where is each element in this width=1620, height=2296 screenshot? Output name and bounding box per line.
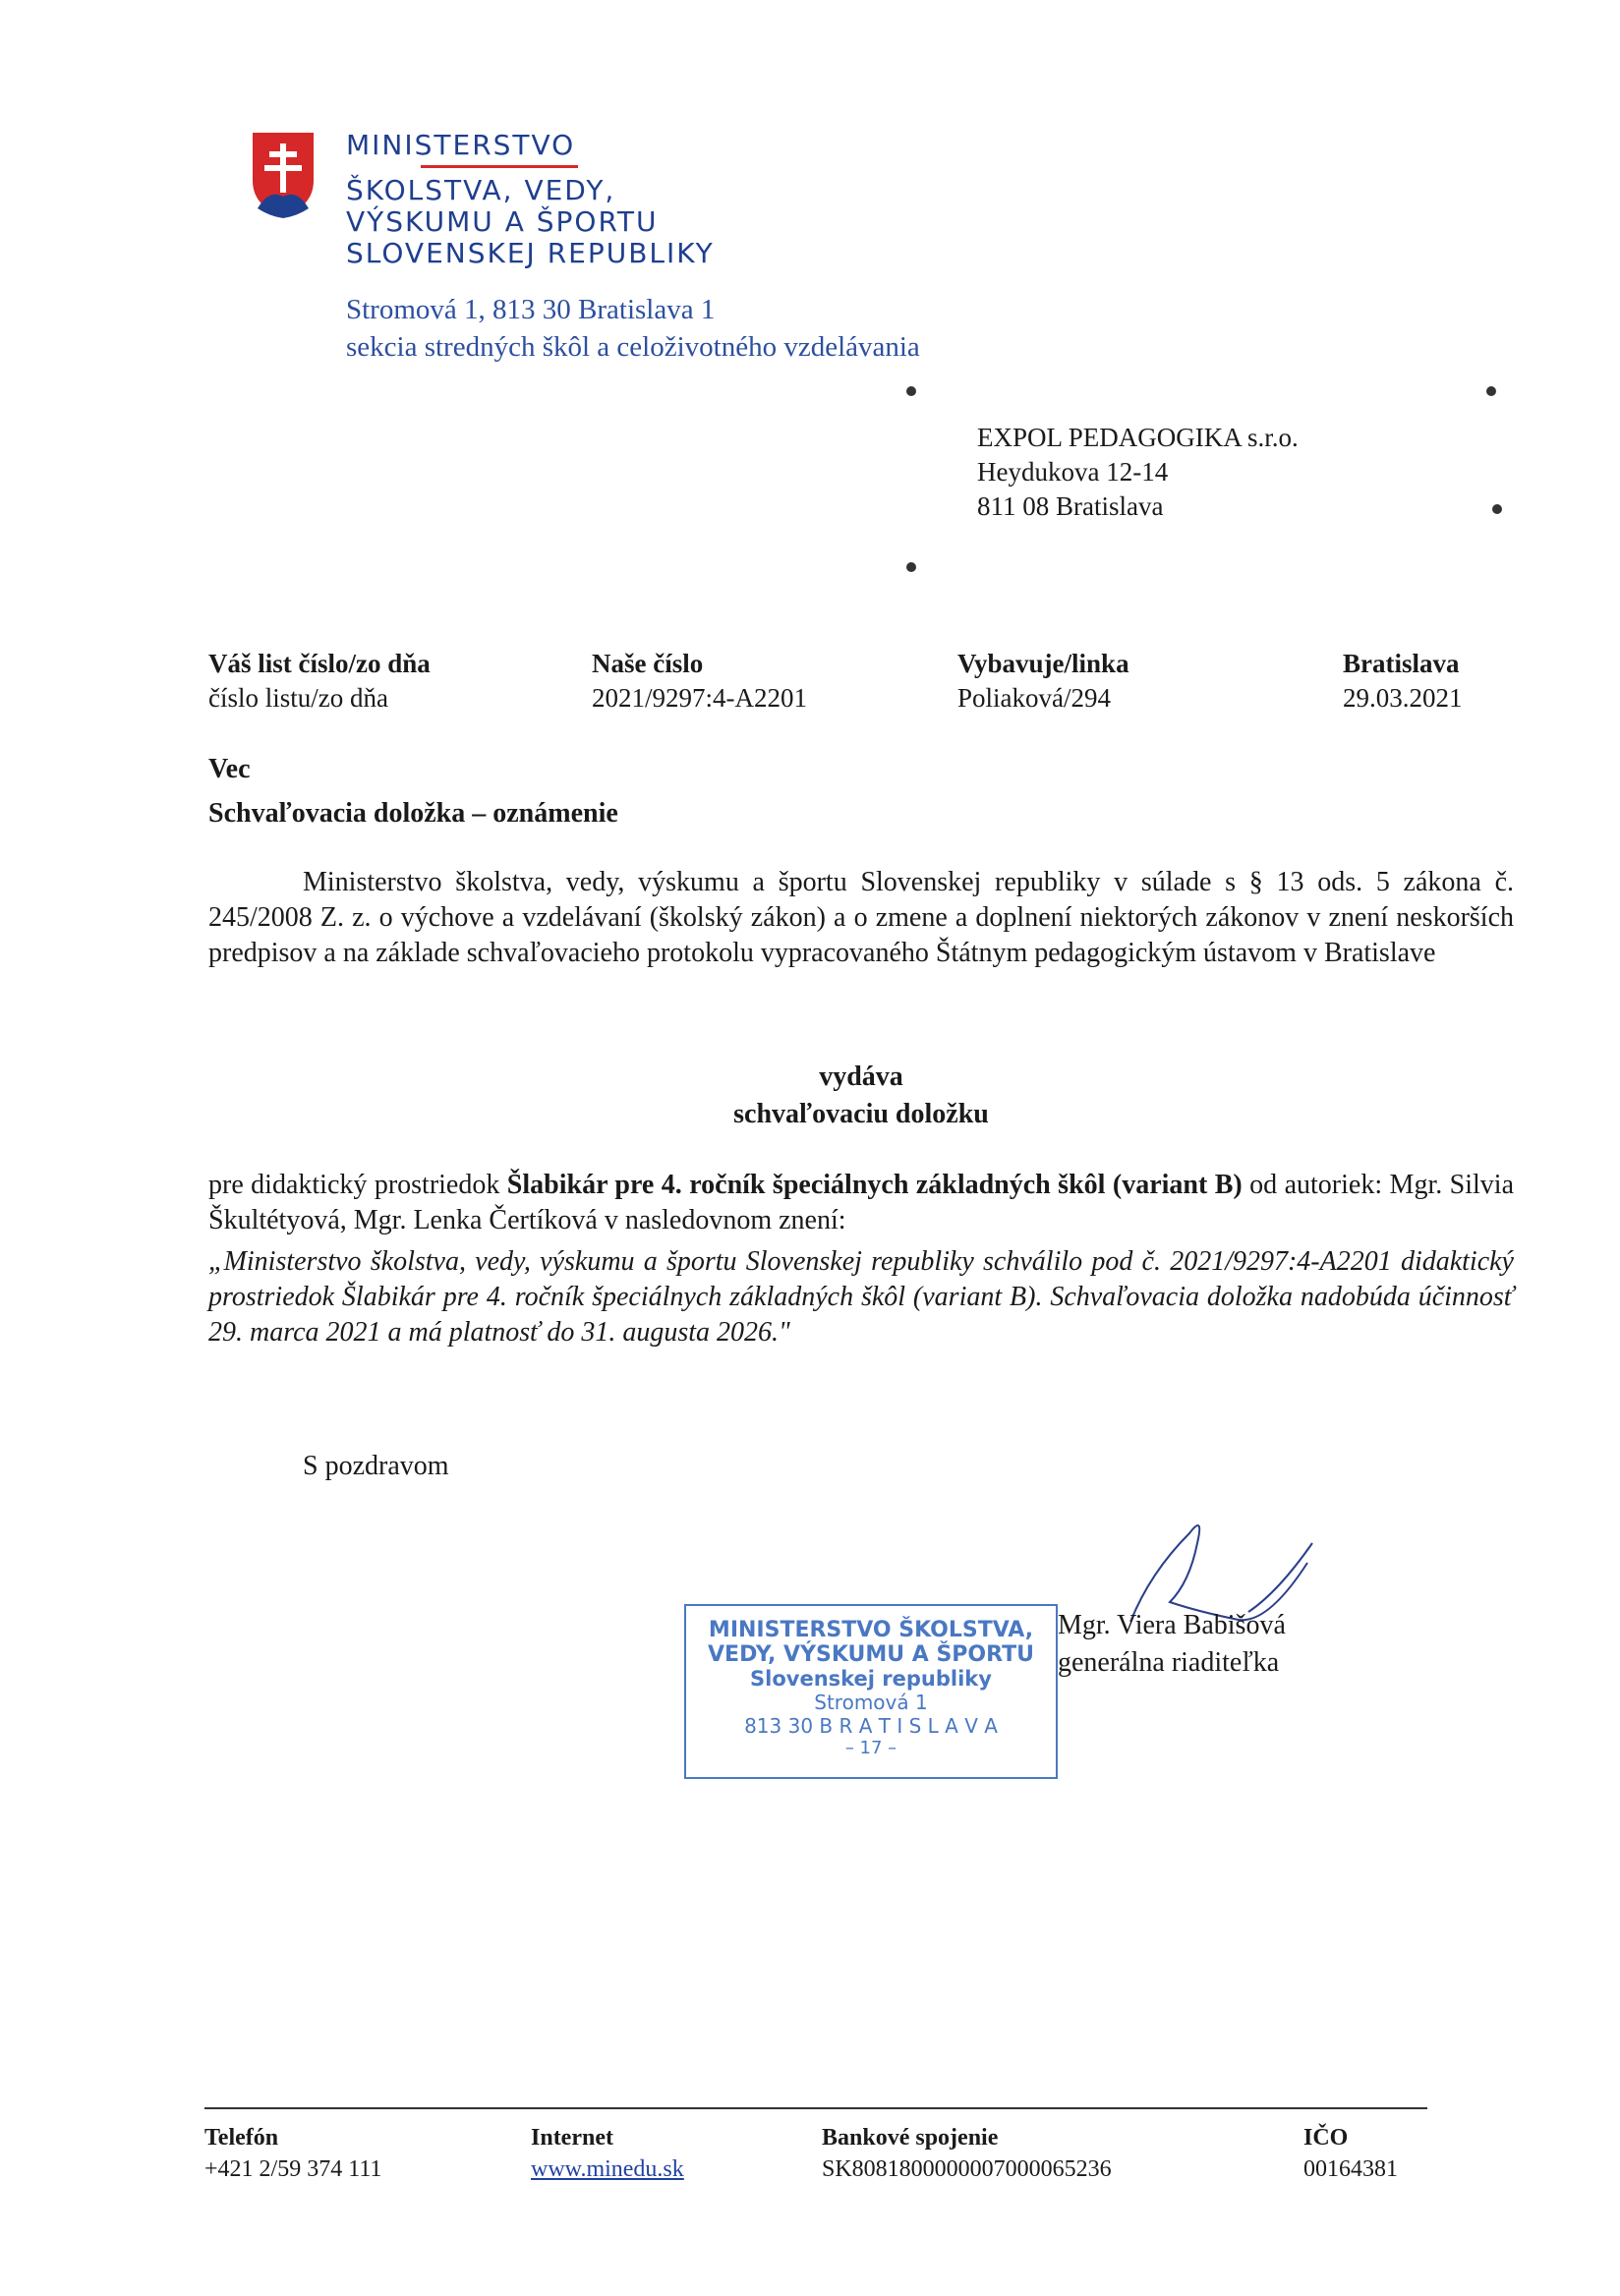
approval-prefix: pre didaktický prostriedok <box>208 1170 507 1200</box>
intro-paragraph: Ministerstvo školstva, vedy, výskumu a športu Slovenskej republiky v súlade s § 13 ods. 5 zákona č. 245/2008 Z. z. o výchove a vzdelávaní (školský zákon) a o zmene a doplnení niektorých zákonov v znení neskorších predpisov a na základe schvaľovacieho protokolu vypracovaného Štátnym pedagogickým ústavom v Bratislave <box>208 867 1514 968</box>
recipient-name: EXPOL PEDAGOGIKA s.r.o. <box>977 423 1299 452</box>
recipient-street: Heydukova 12-14 <box>977 457 1169 487</box>
approval-authors: od autoriek: Mgr. Silvia Škultétyová, Mgr. Lenka Čertíková v nasledovnom znení: <box>208 1170 1515 1235</box>
stamp-line2: VEDY, VÝSKUMU A ŠPORTU <box>708 1642 1034 1667</box>
footer-phone-value: +421 2/59 374 111 <box>204 2156 382 2182</box>
signatory-name: Mgr. Viera Babišová <box>1058 1610 1286 1640</box>
approval-paragraph <box>208 1168 1514 1238</box>
window-mark <box>1486 386 1496 396</box>
stamp-line3: Slovenskej republiky <box>750 1667 992 1691</box>
stamp-line1: MINISTERSTVO ŠKOLSTVA, <box>708 1618 1034 1642</box>
stamp-line6: – 17 – <box>844 1738 897 1758</box>
footer-ico-label: IČO <box>1303 2125 1349 2151</box>
greeting: S pozdravom <box>303 1451 449 1481</box>
window-mark <box>1492 504 1502 514</box>
your-letter-value: číslo listu/zo dňa <box>208 683 388 713</box>
our-number-value: 2021/9297:4-A2201 <box>592 683 807 713</box>
subject-title: Schvaľovacia doložka – oznámenie <box>208 798 618 829</box>
window-mark <box>906 386 916 396</box>
handler-value: Poliaková/294 <box>957 683 1111 713</box>
ministry-emblem <box>250 130 317 220</box>
place-label: Bratislava <box>1343 649 1460 678</box>
issues-verb: vydáva <box>819 1062 903 1092</box>
textbook-title: Šlabikár pre 4. ročník špeciálnych základných škôl (variant B) <box>506 1170 1243 1200</box>
footer-bank-value: SK8081800000007000065236 <box>822 2156 1112 2182</box>
issues-object: schvaľovaciu doložku <box>733 1099 989 1129</box>
approval-clause-quote: „Ministerstvo školstva, vedy, výskumu a športu Slovenskej republiky schválilo pod č. 2021/9297:4-A2201 didaktický prostriedok Šlabikár pre 4. ročník špeciálnych základných škôl (variant B). Schvaľovacia doložka nadobúda účinnosť 29. marca 2021 a má platnosť do 31. augusta 2026." <box>208 1246 1514 1348</box>
your-letter-label: Váš list číslo/zo dňa <box>208 649 431 678</box>
footer-website-link[interactable]: www.minedu.sk <box>531 2156 684 2182</box>
footer-ico-value: 00164381 <box>1303 2156 1398 2182</box>
official-stamp <box>684 1604 1058 1779</box>
ministry-name-line1: MINISTERSTVO <box>346 129 576 161</box>
recipient-city: 811 08 Bratislava <box>977 491 1164 521</box>
stamp-line5: 813 30 B R A T I S L A V A <box>744 1714 998 1738</box>
date-value: 29.03.2021 <box>1343 683 1463 713</box>
ministry-name-underline <box>421 165 578 168</box>
handler-label: Vybavuje/linka <box>957 649 1129 678</box>
ministry-address: Stromová 1, 813 30 Bratislava 1 <box>346 294 716 325</box>
our-number-label: Naše číslo <box>592 649 704 678</box>
footer-divider <box>204 2107 1427 2109</box>
footer-bank-label: Bankové spojenie <box>822 2125 999 2151</box>
signatory-role: generálna riaditeľka <box>1058 1647 1280 1678</box>
footer-phone-label: Telefón <box>204 2125 279 2151</box>
ministry-section: sekcia stredných škôl a celoživotného vzdelávania <box>346 331 920 363</box>
ministry-name-line2: ŠKOLSTVA, VEDY, <box>346 174 616 206</box>
footer-internet-label: Internet <box>531 2125 613 2151</box>
ministry-name-line4: SLOVENSKEJ REPUBLIKY <box>346 237 715 269</box>
ministry-name-line3: VÝSKUMU A ŠPORTU <box>346 205 659 238</box>
subject-label: Vec <box>208 754 251 784</box>
window-mark <box>906 562 916 572</box>
stamp-line4: Stromová 1 <box>814 1691 928 1714</box>
